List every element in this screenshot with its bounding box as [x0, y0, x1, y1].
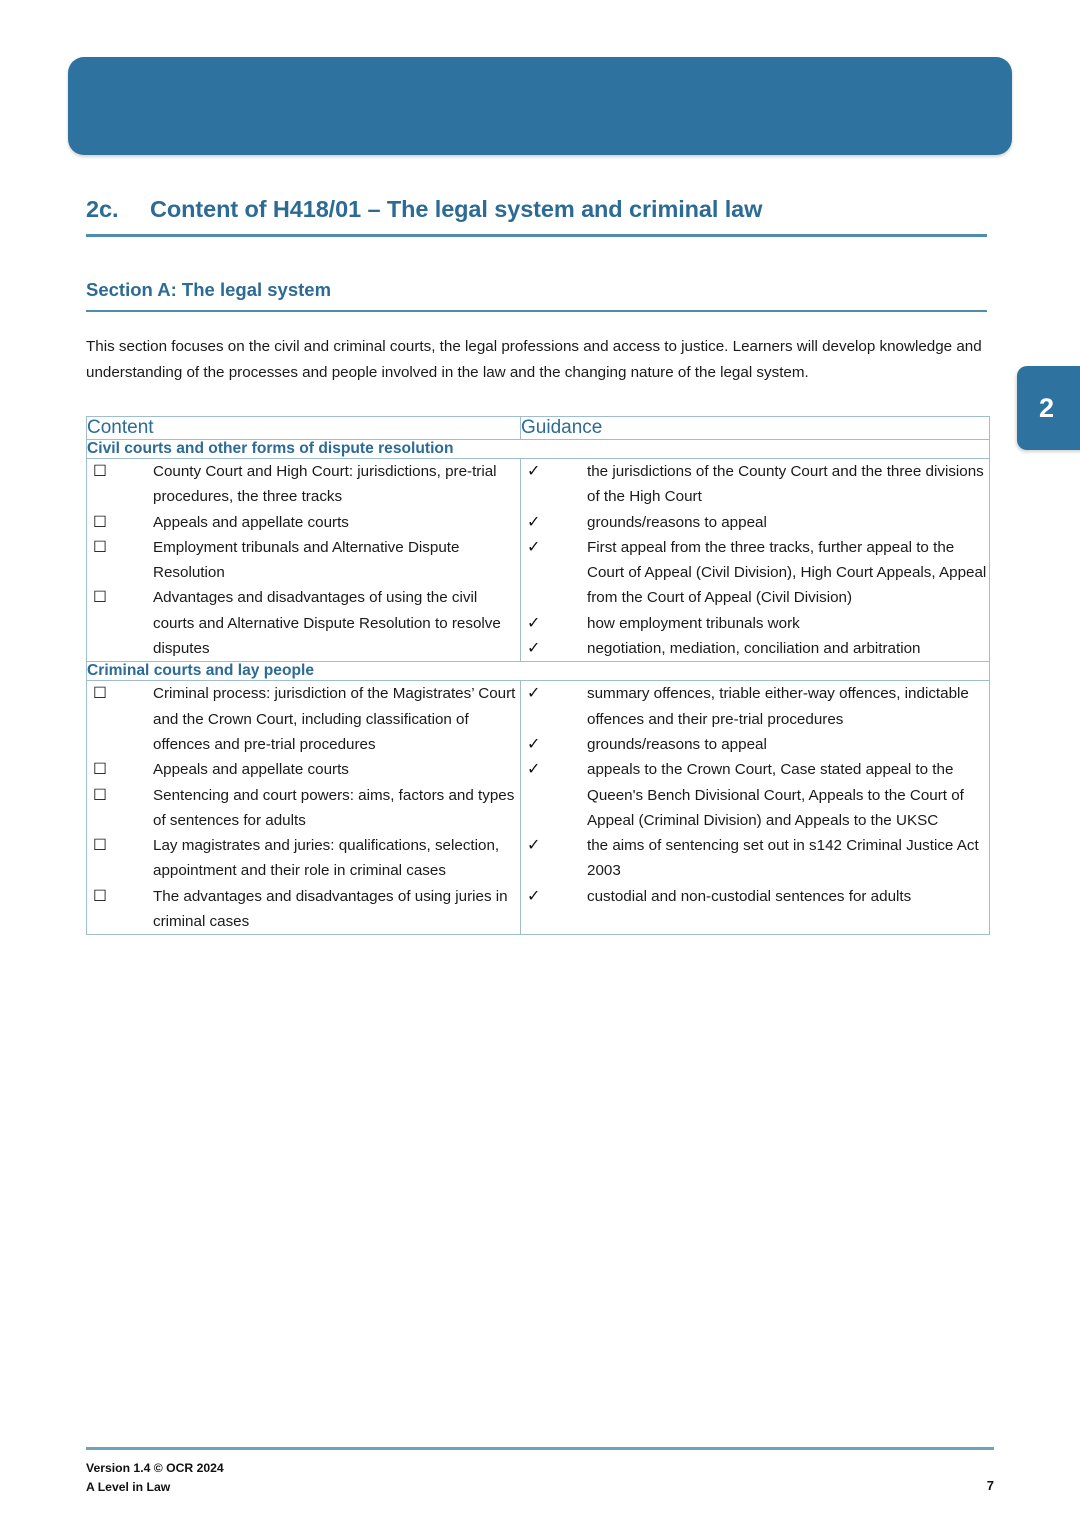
table-section-heading-row: [87, 440, 990, 459]
list-item: [87, 757, 520, 782]
check-icon: ✓: [527, 513, 541, 531]
checkbox-icon: ☐: [93, 589, 107, 607]
list-item: [87, 884, 520, 935]
footer-row: [86, 1459, 994, 1497]
list-item-text: The advantages and disadvantages of using juries in criminal cases: [153, 887, 508, 931]
content-item-list: [87, 681, 520, 934]
check-icon: ✓: [527, 463, 541, 480]
list-item: [87, 833, 520, 884]
check-icon: ✓: [527, 735, 541, 753]
content-cell-civil-courts: [87, 459, 521, 662]
check-icon: ✓: [527, 685, 541, 703]
list-item-text: custodial and non-custodial sentences for adults: [587, 887, 912, 905]
list-item: [87, 535, 520, 586]
checkbox-icon: ☐: [93, 513, 107, 531]
specification-table: [86, 416, 990, 935]
list-item: [521, 833, 989, 884]
list-item: [521, 636, 989, 661]
list-item-text: Appeals and appellate courts: [153, 513, 349, 531]
page-footer: [86, 1447, 994, 1497]
list-item-text: Advantages and disadvantages of using the civil courts and Alternative Dispute Resolution to resolve disputes: [153, 589, 501, 658]
list-item-text: Criminal process: jurisdiction of the Magistrates’ Court and the Crown Court, including classification of offences and pre-trial procedures: [153, 685, 516, 753]
checkbox-icon: ☐: [93, 761, 107, 779]
list-item: [87, 510, 520, 535]
column-header-content: Content: [87, 417, 521, 440]
list-item: [521, 732, 989, 757]
list-item: [87, 459, 520, 510]
footer-divider: [86, 1447, 994, 1450]
list-item-text: Employment tribunals and Alternative Dispute Resolution: [153, 538, 460, 582]
check-icon: ✓: [527, 761, 541, 779]
page-content: [86, 196, 994, 935]
list-item: [521, 611, 989, 636]
list-item: [521, 535, 989, 611]
list-item-text: Lay magistrates and juries: qualifications, selection, appointment and their role in criminal cases: [153, 837, 500, 880]
table-row: [87, 459, 990, 662]
table-row: [87, 681, 990, 935]
checkbox-icon: ☐: [93, 685, 107, 703]
section-intro-paragraph: This section focuses on the civil and criminal courts, the legal professions and access to justice. Learners will develop knowledge and understanding of the processes and people involved in the law and the changing nature of the legal system.: [86, 338, 982, 381]
page-title-text: Content of H418/01 – The legal system and criminal law: [150, 196, 763, 222]
list-item: [87, 681, 520, 757]
section-title-criminal-courts: Criminal courts and lay people: [87, 662, 990, 681]
check-icon: ✓: [527, 640, 541, 658]
list-item: [87, 783, 520, 834]
list-item-text: Appeals and appellate courts: [153, 761, 349, 779]
header-banner: [68, 57, 1012, 155]
checkbox-icon: ☐: [93, 463, 107, 480]
section-title-civil-courts: Civil courts and other forms of dispute resolution: [87, 440, 990, 459]
list-item-text: the aims of sentencing set out in s142 Criminal Justice Act 2003: [587, 837, 979, 880]
list-item-text: grounds/reasons to appeal: [587, 513, 767, 531]
list-item: [521, 510, 989, 535]
list-item-text: County Court and High Court: jurisdictions, pre-trial procedures, the three tracks: [153, 463, 497, 506]
list-item: [521, 459, 989, 510]
checkbox-icon: ☐: [93, 786, 107, 804]
check-icon: ✓: [527, 887, 541, 905]
checkbox-icon: ☐: [93, 887, 107, 905]
page-title: [86, 196, 987, 237]
check-icon: ✓: [527, 538, 541, 556]
guidance-cell-civil-courts: [521, 459, 990, 662]
checkbox-icon: ☐: [93, 837, 107, 855]
section-side-tab: [1017, 366, 1080, 450]
list-item: [521, 757, 989, 833]
list-item-text: appeals to the Crown Court, Case stated appeal to the Queen's Bench Divisional Court, Appeals to the Court of Appeal (Criminal Division) and Appeals to the UKSC: [587, 761, 964, 829]
check-icon: ✓: [527, 614, 541, 632]
list-item: [87, 585, 520, 661]
list-item-text: the jurisdictions of the County Court and the three divisions of the High Court: [587, 463, 984, 506]
list-item: [521, 884, 989, 909]
guidance-cell-criminal-courts: [521, 681, 990, 935]
table-section-heading-row: [87, 662, 990, 681]
list-item-text: Sentencing and court powers: aims, factors and types of sentences for adults: [153, 786, 515, 829]
footer-text-block: [86, 1459, 224, 1497]
list-item-text: summary offences, triable either-way offences, indictable offences and their pre-trial procedures: [587, 685, 969, 728]
table-header-row: [87, 417, 990, 440]
check-icon: ✓: [527, 837, 541, 855]
page-number: 7: [986, 1477, 994, 1493]
side-tab-number: 2: [1039, 392, 1055, 423]
list-item-text: First appeal from the three tracks, further appeal to the Court of Appeal (Civil Division), High Court Appeals, Appeal from the Court of Appeal (Civil Division): [587, 538, 987, 607]
footer-version: Version 1.4 © OCR 2024: [86, 1460, 224, 1475]
column-header-guidance: Guidance: [521, 417, 990, 440]
list-item-text: negotiation, mediation, conciliation and arbitration: [587, 640, 921, 658]
list-item-text: how employment tribunals work: [587, 614, 800, 632]
page-title-number: 2c.: [86, 196, 119, 222]
list-item: [521, 681, 989, 732]
list-item-text: grounds/reasons to appeal: [587, 735, 767, 753]
content-item-list: [87, 459, 520, 661]
guidance-item-list: [521, 459, 989, 661]
footer-qualification: A Level in Law: [86, 1479, 171, 1494]
guidance-item-list: [521, 681, 989, 909]
content-cell-criminal-courts: [87, 681, 521, 935]
checkbox-icon: ☐: [93, 538, 107, 556]
section-heading: Section A: The legal system: [86, 279, 987, 312]
